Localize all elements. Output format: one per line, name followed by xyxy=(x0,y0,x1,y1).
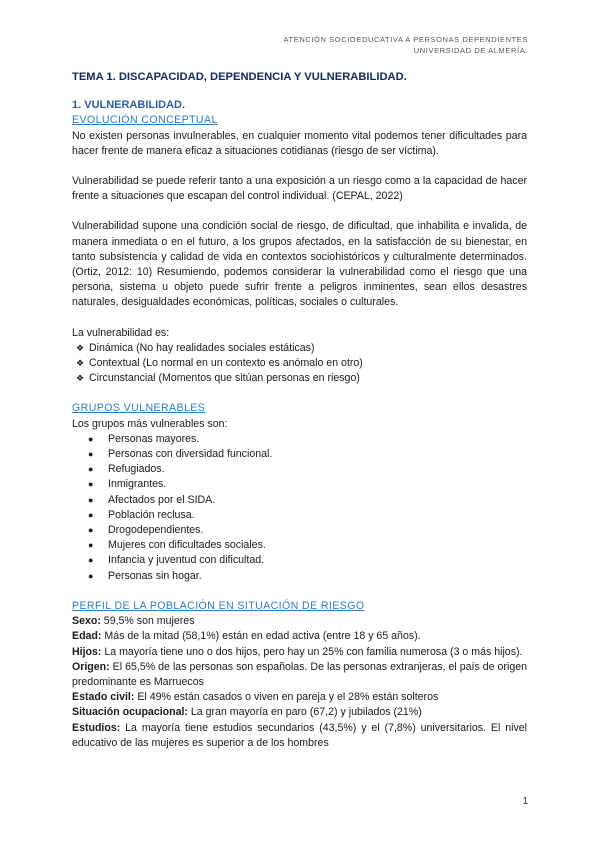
page-header xyxy=(284,34,529,56)
list-item: ● Personas con diversidad funcional. xyxy=(72,447,527,462)
list-item: ● Drogodependientes. xyxy=(72,523,527,538)
diamond-bullet-icon: ❖ xyxy=(76,342,85,353)
diamond-bullet-icon: ❖ xyxy=(76,358,85,369)
list-intro: La vulnerabilidad es: xyxy=(72,326,170,339)
bullet-icon: ● xyxy=(88,494,94,505)
section-heading-vulnerabilidad: 1. VULNERABILIDAD. xyxy=(72,99,186,112)
bullet-icon: ● xyxy=(88,479,94,490)
bullet-icon: ● xyxy=(88,509,94,520)
header-course: ATENCIÓN SOCIOEDUCATIVA A PERSONAS DEPENDIENTES xyxy=(283,35,528,44)
subheading-grupos: GRUPOS VULNERABLES xyxy=(72,402,206,415)
subheading-evolucion: EVOLUCIÓN CONCEPTUAL xyxy=(72,114,218,127)
profile-row-edad: Edad: Más de la mitad (58,1%) están en edad activa (entre 18 y 65 años). xyxy=(72,630,421,643)
vulnerable-groups-list xyxy=(72,432,527,584)
groups-intro: Los grupos más vulnerables son: xyxy=(72,417,228,430)
header-university: UNIVERSIDAD DE ALMERÍA. xyxy=(413,46,528,55)
list-item: ● Infancia y juventud con dificultad. xyxy=(72,553,527,568)
bullet-icon: ● xyxy=(88,525,94,536)
bullet-icon: ● xyxy=(88,570,94,581)
list-item: ● Refugiados. xyxy=(72,462,527,477)
list-item: ● Personas sin hogar. xyxy=(72,569,527,584)
list-item: ● Personas mayores. xyxy=(72,432,527,447)
list-item: ● Inmigrantes. xyxy=(72,477,527,492)
bullet-icon: ● xyxy=(88,555,94,566)
list-item: ❖ Dinámica (No hay realidades sociales estáticas) xyxy=(72,341,527,356)
paragraph-2: Vulnerabilidad se puede referir tanto a una exposición a un riesgo como a la capacidad de hacer frente a situaciones que escapan del control individual. (CEPAL, 2022) xyxy=(72,175,527,203)
vulnerability-traits-list xyxy=(72,341,527,387)
list-item: ● Mujeres con dificultades sociales. xyxy=(72,538,527,553)
bullet-icon: ● xyxy=(88,464,94,475)
subheading-perfil: PERFIL DE LA POBLACIÓN EN SITUACIÓN DE RIESGO xyxy=(72,599,365,612)
profile-row-estado-civil: Estado civil: El 49% están casados o viven en pareja y el 28% están solteros xyxy=(72,691,439,704)
list-item: ❖ Circunstancial (Momentos que sitúan personas en riesgo) xyxy=(72,371,527,386)
profile-row-sexo: Sexo: 59,5% son mujeres xyxy=(72,615,195,628)
profile-row-hijos: Hijos: La mayoría tiene uno o dos hijos, pero hay un 25% con familia numerosa (3 o más hijos). xyxy=(72,645,523,658)
profile-row-situacion: Situación ocupacional: La gran mayoría en paro (67,2) y jubilados (21%) xyxy=(72,706,422,719)
list-item: ❖ Contextual (Lo normal en un contexto es anómalo en otro) xyxy=(72,356,527,371)
page-number: 1 xyxy=(522,796,528,807)
paragraph-3: Vulnerabilidad supone una condición social de riesgo, de dificultad, que inhabilita e invalida, de manera inmediata o en el futuro, a los grupos afectados, en la satisfacción de su bienestar, en tanto subsistencia y calidad de vida en contextos sociohistóricos y culturalmente determinados. (Ortiz, 2012: 10) Resumiendo, podemos considerar la vulnerabilidad como el riesgo que una persona, sistema u objeto puede sufrir frente a peligros inminentes, sean ellos desastres naturales, desigualdades económicas, políticas, sociales o culturales. xyxy=(72,220,527,309)
bullet-icon: ● xyxy=(88,540,94,551)
page-content xyxy=(72,70,527,751)
profile-row-origen: Origen: El 65,5% de las personas son españolas. De las personas extranjeras, el país de origen predominante es Marruecos xyxy=(72,660,527,688)
list-item: ● Población reclusa. xyxy=(72,508,527,523)
paragraph-1: No existen personas invulnerables, en cualquier momento vital podemos tener dificultades para hacer frente de manera eficaz a situaciones cotidianas (riesgo de ser víctima). xyxy=(72,129,527,157)
document-title: TEMA 1. DISCAPACIDAD, DEPENDENCIA Y VULNERABILIDAD. xyxy=(72,71,407,83)
diamond-bullet-icon: ❖ xyxy=(76,373,85,384)
list-item: ● Afectados por el SIDA. xyxy=(72,493,527,508)
profile-row-estudios: Estudios: La mayoría tiene estudios secundarios (43,5%) y el (7,8%) universitarios. El nivel educativo de las mujeres es superior a de los hombres xyxy=(72,721,527,749)
bullet-icon: ● xyxy=(88,449,94,460)
bullet-icon: ● xyxy=(88,433,94,444)
